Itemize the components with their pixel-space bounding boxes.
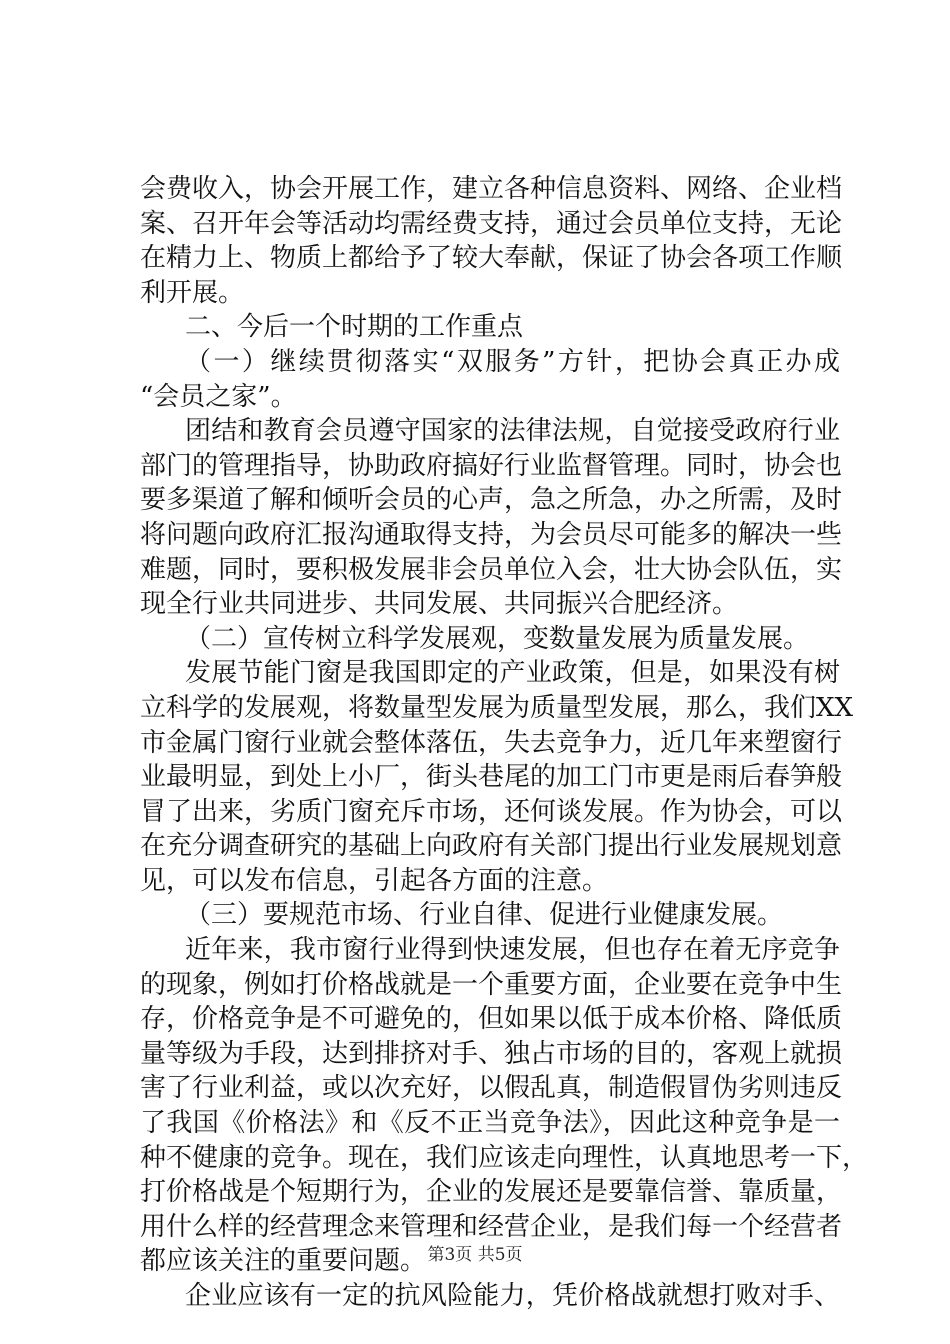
paragraph-line: 害了行业利益，或以次充好，以假乱真，制造假冒伪劣则违反 (140, 1073, 843, 1104)
body-text (140, 172, 869, 1314)
paragraph-line: 在精力上、物质上都给予了较大奉献，保证了协会各项工作顺 (140, 243, 843, 274)
paragraph-line: 难题，同时，要积极发展非会员单位入会，壮大协会队伍，实 (140, 554, 843, 585)
subheading-3: （三）要规范市场、行业自律、促进行业健康发展。 (185, 900, 784, 931)
paragraph-line: 量等级为手段，达到排挤对手、独占市场的目的，客观上就损 (140, 1038, 843, 1069)
paragraph-line: 在充分调查研究的基础上向政府有关部门提出行业发展规划意 (140, 831, 843, 862)
paragraph-line: 种不健康的竞争。现在，我们应该走向理性，认真地思考一下， (140, 1142, 869, 1173)
section-heading: 二、今后一个时期的工作重点 (185, 312, 524, 343)
paragraph-line: 要多渠道了解和倾听会员的心声，急之所急，办之所需，及时 (140, 485, 843, 516)
paragraph-line: 存，价格竞争是不可避免的，但如果以低于成本价格、降低质 (140, 1004, 843, 1035)
paragraph-line: 都应该关注的重要问题。 (140, 1246, 427, 1277)
paragraph-line: 见，可以发布信息，引起各方面的注意。 (140, 865, 609, 896)
paragraph-line: 近年来，我市窗行业得到快速发展，但也存在着无序竞争 (185, 935, 840, 966)
paragraph-line: 打价格战是个短期行为，企业的发展还是要靠信誉、靠质量， (140, 1177, 843, 1208)
paragraph-line: 市金属门窗行业就会整体落伍，失去竞争力，近几年来塑窗行 (140, 727, 843, 758)
paragraph-line: 团结和教育会员遵守国家的法律法规，自觉接受政府行业 (185, 416, 840, 447)
paragraph-line: 利开展。 (140, 277, 245, 308)
paragraph-line: 部门的管理指导，协助政府搞好行业监督管理。同时，协会也 (140, 450, 843, 481)
paragraph-line: 业最明显，到处上小厂，街头巷尾的加工门市更是雨后春笋般 (140, 762, 843, 793)
paragraph-line: 了我国《价格法》和《反不正当竞争法》，因此这种竞争是一 (140, 1108, 840, 1139)
page-footer (0, 1240, 950, 1265)
subheading-1-cont: “会员之家”。 (140, 381, 297, 412)
paragraph-line: 企业应该有一定的抗风险能力，凭价格战就想打败对手、 (185, 1281, 840, 1311)
paragraph-line: 发展节能门窗是我国即定的产业政策，但是，如果没有树 (185, 658, 840, 689)
paragraph-line: 会费收入，协会开展工作，建立各种信息资料、网络、企业档 (140, 174, 843, 204)
subheading-1: （一）继续贯彻落实“双服务”方针，把协会真正办成 (185, 346, 840, 377)
page-number-label: 第3页 共5页 (427, 1245, 523, 1265)
paragraph-line: 冒了出来，劣质门窗充斥市场，还何谈发展。作为协会，可以 (140, 796, 843, 827)
paragraph-line: 案、召开年会等活动均需经费支持，通过会员单位支持，无论 (140, 208, 843, 239)
paragraph-line: 用什么样的经营理念来管理和经营企业，是我们每一个经营者 (140, 1211, 843, 1242)
paragraph-line: 的现象，例如打价格战就是一个重要方面，企业要在竞争中生 (140, 969, 843, 1000)
paragraph-line: 将问题向政府汇报沟通取得支持，为会员尽可能多的解决一些 (140, 519, 843, 550)
paragraph-line: 现全行业共同进步、共同发展、共同振兴合肥经济。 (140, 589, 739, 620)
paragraph-line: 立科学的发展观，将数量型发展为质量型发展，那么，我们XX (140, 692, 854, 723)
subheading-2: （二）宣传树立科学发展观，变数量发展为质量发展。 (185, 623, 810, 654)
